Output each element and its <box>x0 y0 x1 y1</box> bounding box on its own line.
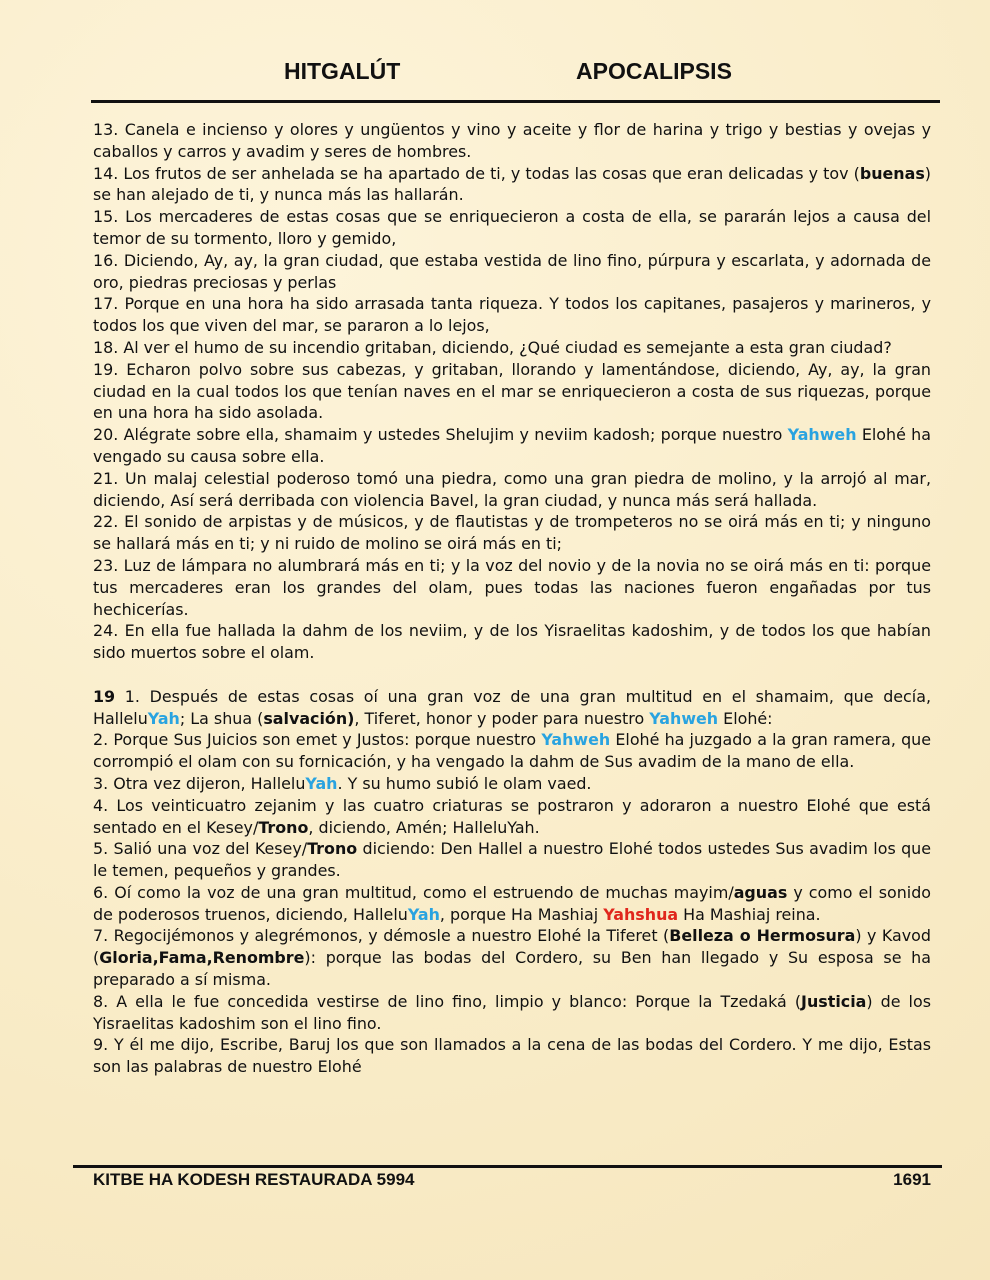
verse-13: 13. Canela e incienso y olores y ungüentos y vino y aceite y flor de harina y trigo y bestias y ovejas y caballos y carros y avadim y seres de hombres. <box>93 120 931 161</box>
verse-20: 20. Alégrate sobre ella, shamaim y ustedes Shelujim y neviim kadosh; porque nuestro Yahweh Elohé ha vengado su causa sobre ella. <box>93 425 931 466</box>
header-book-title: APOCALIPSIS <box>576 58 732 84</box>
verse-22: 22. El sonido de arpistas y de músicos, y de flautistas y de trompeteros no se oirá más en ti; y ninguno se hallará más en ti; y ni ruido de molino se oirá más en ti; <box>93 512 931 554</box>
footer-title: KITBE HA KODESH RESTAURADA 5994 <box>93 1170 415 1189</box>
verse-15: 15. Los mercaderes de estas cosas que se enriquecieron a costa de ella, se pararán lejos a causa del temor de su tormento, lloro y gemido, <box>93 207 931 248</box>
chapter-19-verse-7: 7. Regocijémonos y alegrémonos, y démosle a nuestro Elohé la Tiferet (Belleza o Hermosura) y Kavod (Gloria,Fama,Renombre): porque las bodas del Cordero, su Ben han llegado y Su esposa se ha preparado a sí misma. <box>93 926 931 990</box>
verse-16: 16. Diciendo, Ay, ay, la gran ciudad, que estaba vestida de lino fino, púrpura y escarlata, y adornada de oro, piedras preciosas y perlas <box>93 250 931 292</box>
verse-18: 18. Al ver el humo de su incendio gritaban, diciendo, ¿Qué ciudad es semejante a esta gran ciudad? <box>93 337 892 357</box>
chapter-19-verse-6: 6. Oí como la voz de una gran multitud, como el estruendo de muchas mayim/aguas y como el sonido de poderosos truenos, diciendo, HalleluYah, porque Ha Mashiaj Yahshua Ha Mashiaj reina. <box>93 882 931 924</box>
verse-14: 14. Los frutos de ser anhelada se ha apartado de ti, y todas las cosas que eran delicadas y tov (buenas) se han alejado de ti, y nunca más las hallarán. <box>93 163 931 205</box>
chapter-19-verse-3: 3. Otra vez dijeron, HalleluYah. Y su humo subió le olam vaed. <box>93 773 592 793</box>
header-rule <box>91 100 940 103</box>
page-number: 1691 <box>893 1170 931 1189</box>
chapter-19-verse-2: 2. Porque Sus Juicios son emet y Justos: porque nuestro Yahweh Elohé ha juzgado a la gran ramera, que corrompió el olam con su fornicación, y ha vengado la dahm de Sus avadim de la mano de ella. <box>93 730 932 772</box>
chapter-number: 19 <box>93 686 116 706</box>
chapter-19-verse-5: 5. Salió una voz del Kesey/Trono diciendo: Den Hallel a nuestro Elohé todos ustedes Sus avadim los que le temen, pequeños y grandes. <box>93 839 932 881</box>
chapter-19-verse-9: 9. Y él me dijo, Escribe, Baruj los que son llamados a la cena de las bodas del Cordero. Y me dijo, Estas son las palabras de nuestro Elohé <box>93 1035 931 1077</box>
chapter-19-verse-8: 8. A ella le fue concedida vestirse de lino fino, limpio y blanco: Porque la Tzedaká (Justicia) de los Yisraelitas kadoshim son el lino fino. <box>93 991 931 1033</box>
page-body <box>93 119 931 1078</box>
paragraph-gap <box>93 664 931 686</box>
page-header <box>0 58 990 90</box>
verse-24: 24. En ella fue hallada la dahm de los neviim, y de los Yisraelitas kadoshim, y de todos los que habían sido muertos sobre el olam. <box>93 621 931 663</box>
chapter-19-verse-4: 4. Los veinticuatro zejanim y las cuatro criaturas se postraron y adoraron a nuestro Elohé que está sentado en el Kesey/Trono, diciendo, Amén; HalleluYah. <box>93 795 931 837</box>
verse-21: 21. Un malaj celestial poderoso tomó una piedra, como una gran piedra de molino, y la arrojó al mar, diciendo, Así será derribada con violencia Bavel, la gran ciudad, y nunca más será hallada. <box>93 468 931 510</box>
verse-19: 19. Echaron polvo sobre sus cabezas, y gritaban, llorando y lamentándose, diciendo, Ay, ay, la gran ciudad en la cual todos los que tenían naves en el mar se enriquecieron a costa de sus riquezas, porque en una hora ha sido asolada. <box>93 359 931 423</box>
header-book-hebrew: HITGALÚT <box>284 58 401 84</box>
page-footer <box>93 1170 931 1190</box>
chapter-19-verse-1: 19 1. Después de estas cosas oí una gran voz de una gran multitud en el shamaim, que decía, HalleluYah; La shua (salvación), Tiferet, honor y poder para nuestro Yahweh Elohé: <box>93 686 931 728</box>
footer-rule <box>73 1165 942 1168</box>
verse-17: 17. Porque en una hora ha sido arrasada tanta riqueza. Y todos los capitanes, pasajeros y marineros, y todos los que viven del mar, se pararon a lo lejos, <box>93 294 931 336</box>
verse-23: 23. Luz de lámpara no alumbrará más en ti; y la voz del novio y de la novia no se oirá más en ti: porque tus mercaderes eran los grandes del olam, pues todas las naciones fueron engañadas por tus hechicerías. <box>93 555 931 619</box>
